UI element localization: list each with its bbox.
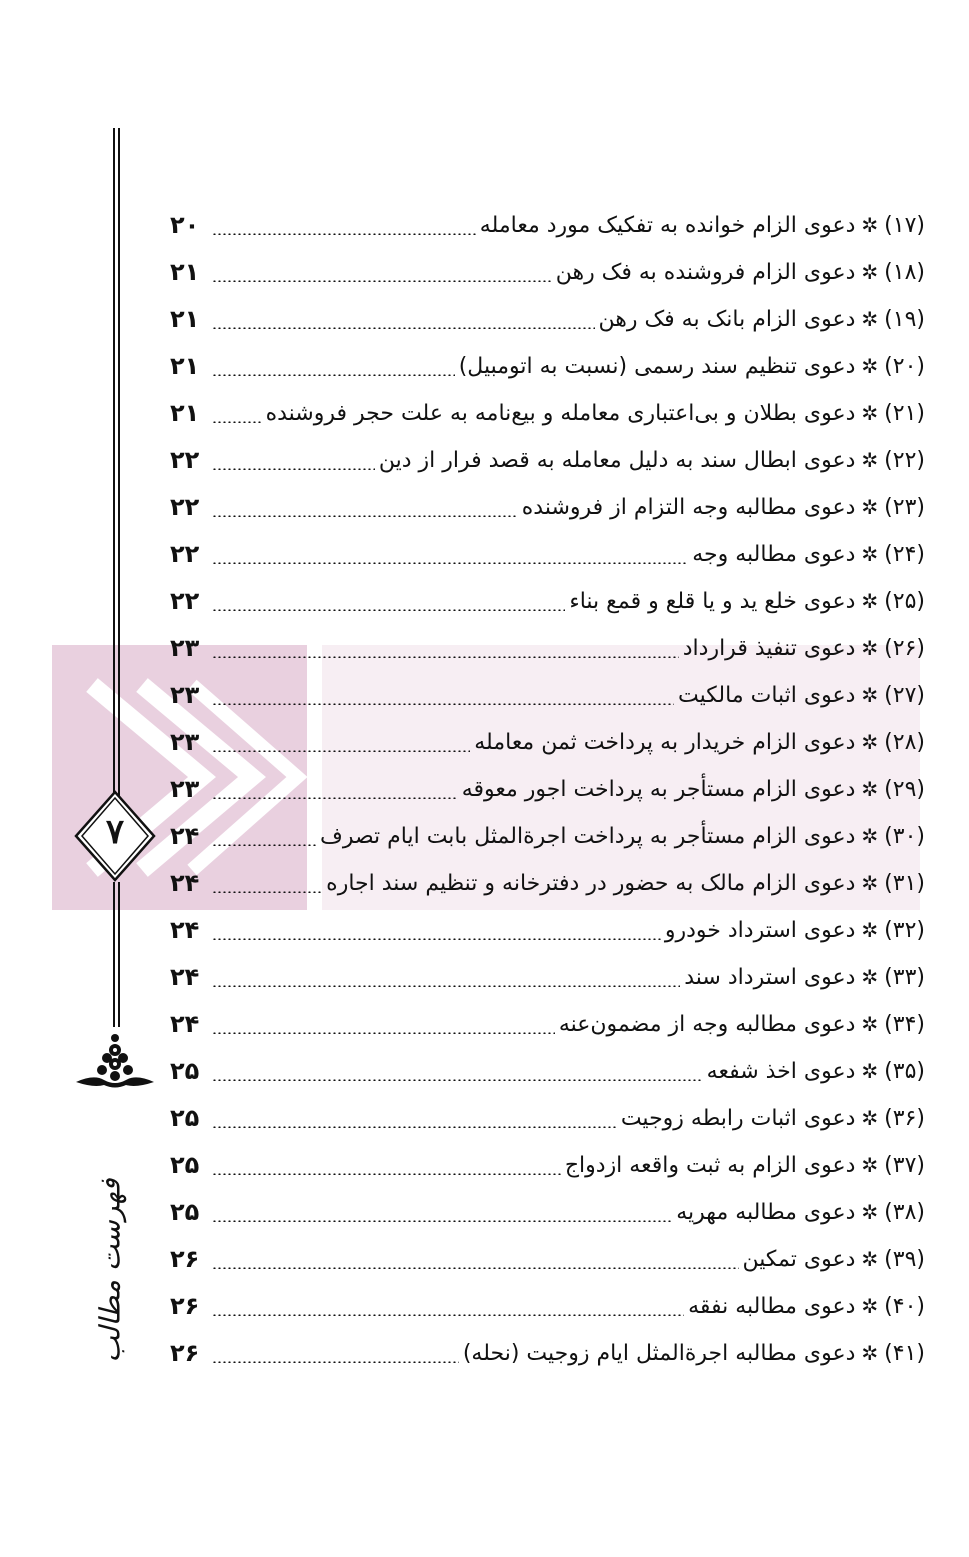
entry-number: (۲۷) xyxy=(884,683,925,708)
leader-dots xyxy=(212,985,680,987)
decorative-rule xyxy=(118,882,120,1027)
toc-entry xyxy=(170,1048,925,1095)
toc-entry xyxy=(170,296,925,343)
leader-dots xyxy=(212,374,455,376)
toc-entry xyxy=(170,1189,925,1236)
toc-entry xyxy=(170,202,925,249)
entry-number: (۱۹) xyxy=(884,307,925,332)
bullet-icon: ✲ xyxy=(861,495,879,519)
bullet-icon: ✲ xyxy=(861,730,879,754)
bullet-icon: ✲ xyxy=(861,213,879,237)
entry-title: دعوی خلع ید و یا قلع و قمع بناء xyxy=(569,589,856,614)
leader-dots xyxy=(212,844,316,846)
entry-title: دعوی استرداد سند xyxy=(684,965,856,990)
toc-entry xyxy=(170,625,925,672)
leader-dots xyxy=(212,750,470,752)
toc-entry xyxy=(170,766,925,813)
entry-title: دعوی الزام خریدار به پرداخت ثمن معامله xyxy=(474,730,856,755)
entry-page: ۲۵ xyxy=(170,1057,200,1085)
toc-entry xyxy=(170,719,925,766)
entry-page: ۲۰ xyxy=(170,211,200,239)
toc-entry xyxy=(170,1095,925,1142)
entry-page: ۲۶ xyxy=(170,1339,200,1367)
entry-title: دعوی الزام مالک به حضور در دفترخانه و تنظیم سند اجاره xyxy=(326,871,856,896)
entry-page: ۲۶ xyxy=(170,1292,200,1320)
leader-dots xyxy=(212,280,552,282)
entry-number: (۲۶) xyxy=(884,636,925,661)
floral-ornament-icon xyxy=(74,1030,156,1092)
leader-dots xyxy=(212,468,375,470)
entry-number: (۳۳) xyxy=(884,965,925,990)
leader-dots xyxy=(212,1314,684,1316)
entry-page: ۲۴ xyxy=(170,963,200,991)
leader-dots xyxy=(212,327,595,329)
bullet-icon: ✲ xyxy=(861,401,879,425)
bullet-icon: ✲ xyxy=(861,1153,879,1177)
entry-page: ۲۲ xyxy=(170,587,200,615)
entry-title: دعوی الزام مستأجر به پرداخت اجرةالمثل بابت ایام تصرف xyxy=(320,824,856,849)
toc-entry xyxy=(170,813,925,860)
entry-number: (۲۲) xyxy=(884,448,925,473)
toc-entry xyxy=(170,390,925,437)
entry-title: دعوی الزام فروشنده به فک رهن xyxy=(555,260,856,285)
bullet-icon: ✲ xyxy=(861,1012,879,1036)
entry-number: (۳۹) xyxy=(884,1247,925,1272)
entry-title: دعوی اثبات رابطه زوجیت xyxy=(620,1106,856,1131)
bullet-icon: ✲ xyxy=(861,1200,879,1224)
toc-entry xyxy=(170,907,925,954)
bullet-icon: ✲ xyxy=(861,1294,879,1318)
entry-title: دعوی تمکین xyxy=(742,1247,856,1272)
bullet-icon: ✲ xyxy=(861,448,879,472)
leader-dots xyxy=(212,656,679,658)
decorative-rule xyxy=(113,882,115,1027)
leader-dots xyxy=(212,233,476,235)
entry-title: دعوی مطالبه وجه از مضمون‌عنه xyxy=(558,1012,856,1037)
toc-entry xyxy=(170,484,925,531)
entry-title: دعوی اخذ شفعه xyxy=(706,1059,856,1084)
toc-entry xyxy=(170,860,925,907)
entry-page: ۲۵ xyxy=(170,1151,200,1179)
toc-entry xyxy=(170,437,925,484)
entry-number: (۴۱) xyxy=(884,1341,925,1366)
bullet-icon: ✲ xyxy=(861,1059,879,1083)
entry-number: (۳۴) xyxy=(884,1012,925,1037)
entry-page: ۲۵ xyxy=(170,1104,200,1132)
bullet-icon: ✲ xyxy=(861,307,879,331)
bullet-icon: ✲ xyxy=(861,589,879,613)
entry-number: (۳۶) xyxy=(884,1106,925,1131)
bullet-icon: ✲ xyxy=(861,542,879,566)
leader-dots xyxy=(212,1126,617,1128)
leader-dots xyxy=(212,1173,561,1175)
leader-dots xyxy=(212,703,674,705)
leader-dots xyxy=(212,1267,739,1269)
toc-entry xyxy=(170,1236,925,1283)
entry-number: (۱۷) xyxy=(884,213,925,238)
bullet-icon: ✲ xyxy=(861,683,879,707)
toc-entry xyxy=(170,672,925,719)
page-number-badge xyxy=(74,790,156,882)
entry-page: ۲۶ xyxy=(170,1245,200,1273)
toc-entry xyxy=(170,954,925,1001)
entry-page: ۲۳ xyxy=(170,634,200,662)
entry-page: ۲۱ xyxy=(170,258,200,286)
entry-page: ۲۱ xyxy=(170,399,200,427)
entry-title: دعوی الزام خوانده به تفکیک مورد معامله xyxy=(479,213,856,238)
bullet-icon: ✲ xyxy=(861,871,879,895)
entry-number: (۲۰) xyxy=(884,354,925,379)
bullet-icon: ✲ xyxy=(861,636,879,660)
decorative-rule xyxy=(118,128,120,798)
entry-number: (۳۵) xyxy=(884,1059,925,1084)
entry-page: ۲۱ xyxy=(170,352,200,380)
entry-title: دعوی مطالبه وجه التزام از فروشنده xyxy=(521,495,856,520)
toc-entry xyxy=(170,531,925,578)
entry-title: دعوی مطالبه مهریه xyxy=(676,1200,856,1225)
entry-number: (۲۵) xyxy=(884,589,925,614)
entry-number: (۳۰) xyxy=(884,824,925,849)
leader-dots xyxy=(212,1032,555,1034)
entry-page: ۲۴ xyxy=(170,869,200,897)
entry-title: دعوی مطالبه وجه xyxy=(692,542,856,567)
toc-entry xyxy=(170,1330,925,1377)
entry-title: دعوی مطالبه اجرةالمثل ایام زوجیت (نحله) xyxy=(462,1341,856,1366)
entry-page: ۲۲ xyxy=(170,540,200,568)
decorative-rule xyxy=(113,128,115,798)
entry-title: دعوی اثبات مالکیت xyxy=(678,683,856,708)
bullet-icon: ✲ xyxy=(861,260,879,284)
entry-page: ۲۲ xyxy=(170,446,200,474)
toc-entry xyxy=(170,1283,925,1330)
bullet-icon: ✲ xyxy=(861,918,879,942)
table-of-contents xyxy=(170,202,925,1377)
side-title xyxy=(55,1177,165,1363)
entry-page: ۲۴ xyxy=(170,822,200,850)
page-number: ۷ xyxy=(105,812,125,852)
entry-page: ۲۳ xyxy=(170,775,200,803)
toc-entry xyxy=(170,1001,925,1048)
entry-title: دعوی ابطال سند به دلیل معامله به قصد فرار از دین xyxy=(378,448,856,473)
entry-number: (۲۱) xyxy=(884,401,925,426)
leader-dots xyxy=(212,1079,703,1081)
entry-title: دعوی تنظیم سند رسمی (نسبت به اتومبیل) xyxy=(458,354,856,379)
entry-title: دعوی بطلان و بی‌اعتباری معامله و بیع‌نامه به علت حجر فروشنده xyxy=(265,401,856,426)
entry-number: (۱۸) xyxy=(884,260,925,285)
entry-number: (۲۳) xyxy=(884,495,925,520)
bullet-icon: ✲ xyxy=(861,965,879,989)
bullet-icon: ✲ xyxy=(861,1247,879,1271)
entry-title: دعوی الزام مستأجر به پرداخت اجور معوقه xyxy=(461,777,856,802)
bullet-icon: ✲ xyxy=(861,824,879,848)
leader-dots xyxy=(212,609,565,611)
entry-title: دعوی استرداد خودرو xyxy=(664,918,856,943)
toc-entry xyxy=(170,249,925,296)
leader-dots xyxy=(212,562,688,564)
leader-dots xyxy=(212,797,458,799)
bullet-icon: ✲ xyxy=(861,1341,879,1365)
entry-page: ۲۵ xyxy=(170,1198,200,1226)
leader-dots xyxy=(212,515,518,517)
entry-page: ۲۲ xyxy=(170,493,200,521)
entry-number: (۳۲) xyxy=(884,918,925,943)
entry-page: ۲۴ xyxy=(170,916,200,944)
entry-number: (۲۸) xyxy=(884,730,925,755)
entry-title: دعوی مطالبه نفقه xyxy=(688,1294,856,1319)
entry-page: ۲۳ xyxy=(170,681,200,709)
leader-dots xyxy=(212,938,661,940)
entry-page: ۲۱ xyxy=(170,305,200,333)
leader-dots xyxy=(212,1220,672,1222)
entry-number: (۳۸) xyxy=(884,1200,925,1225)
entry-page: ۲۴ xyxy=(170,1010,200,1038)
toc-entry xyxy=(170,1142,925,1189)
entry-number: (۴۰) xyxy=(884,1294,925,1319)
side-title-text: فهرست مطالب xyxy=(93,1177,127,1363)
entry-title: دعوی تنفیذ قرارداد xyxy=(682,636,856,661)
leader-dots xyxy=(212,891,322,893)
entry-page: ۲۳ xyxy=(170,728,200,756)
entry-number: (۳۱) xyxy=(884,871,925,896)
leader-dots xyxy=(212,421,262,423)
entry-title: دعوی الزام بانک به فک رهن xyxy=(598,307,856,332)
entry-title: دعوی الزام به ثبت واقعه ازدواج xyxy=(564,1153,856,1178)
toc-entry xyxy=(170,343,925,390)
entry-number: (۲۹) xyxy=(884,777,925,802)
entry-number: (۳۷) xyxy=(884,1153,925,1178)
bullet-icon: ✲ xyxy=(861,1106,879,1130)
leader-dots xyxy=(212,1361,459,1363)
entry-number: (۲۴) xyxy=(884,542,925,567)
toc-entry xyxy=(170,578,925,625)
bullet-icon: ✲ xyxy=(861,777,879,801)
bullet-icon: ✲ xyxy=(861,354,879,378)
